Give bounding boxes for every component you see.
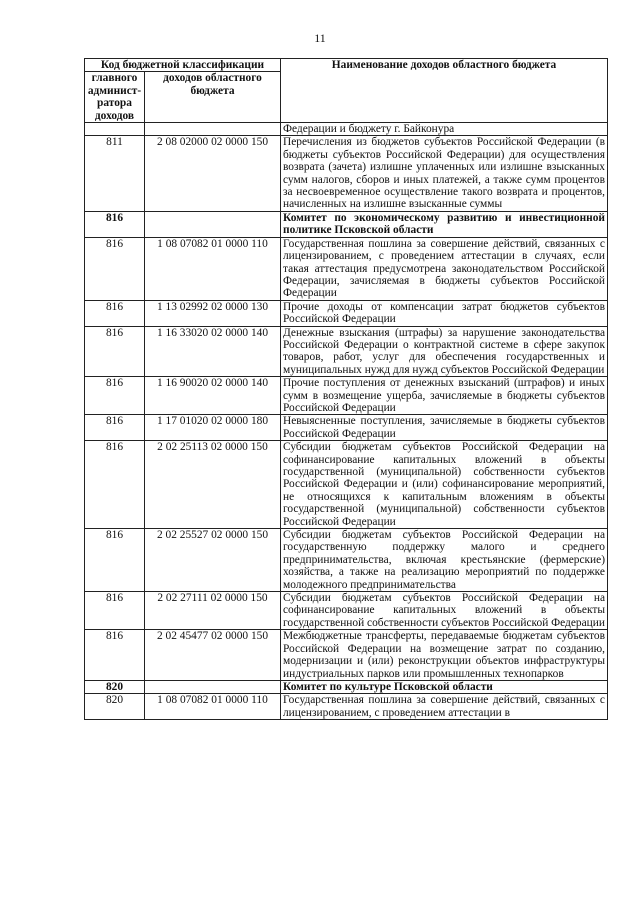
income-name-cell: Межбюджетные трансферты, передаваемые бюджетам субъектов Российской Федерации на возмещение затрат по созданию, модернизации и (или) реконструкции объектов инфраструктуры индустриальных парков или промышленных технопарков <box>281 630 608 681</box>
admin-code-cell: 816 <box>85 592 145 630</box>
income-name-cell: Прочие доходы от компенсации затрат бюджетов субъектов Российской Федерации <box>281 300 608 326</box>
income-code-cell: 1 08 07082 01 0000 110 <box>145 237 281 300</box>
admin-code-cell: 816 <box>85 441 145 529</box>
page-number: 11 <box>314 31 326 45</box>
table-row <box>85 237 608 300</box>
table-row <box>85 529 608 592</box>
admin-code-cell: 811 <box>85 136 145 211</box>
income-name-cell: Субсидии бюджетам субъектов Российской Федерации на софинансирование капитальных вложений в объекты государственной (муниципальной) собственности субъектов Российской Федерации и (или) софинансирование мероприятий, не относящихся к капитальным вложениям в объекты государственной (муниципальной) собственности субъектов Российской Федерации <box>281 441 608 529</box>
income-code-cell: 2 02 25113 02 0000 150 <box>145 441 281 529</box>
income-code-cell: 2 02 25527 02 0000 150 <box>145 529 281 592</box>
income-name-cell: Государственная пошлина за совершение действий, связанных с лицензированием, с проведением аттестации в <box>281 694 608 720</box>
income-code-cell: 2 02 27111 02 0000 150 <box>145 592 281 630</box>
header-name-column: Наименование доходов областного бюджета <box>281 59 608 123</box>
table-header-row <box>85 59 608 72</box>
table-row <box>85 694 608 720</box>
income-name-cell: Субсидии бюджетам субъектов Российской Федерации на софинансирование капитальных вложений в объекты государственной собственности субъектов Российской Федерации <box>281 592 608 630</box>
income-name-cell: Государственная пошлина за совершение действий, связанных с лицензированием, с проведением аттестации в случаях, если такая аттестация предусмотрена законодательством Российской Федерации, зачисляемая в бюджеты субъектов Российской Федерации <box>281 237 608 300</box>
income-name-cell: Перечисления из бюджетов субъектов Российской Федерации (в бюджеты субъектов Российской Федерации) для осуществления возврата (зачета) излишне уплаченных или излишне взысканных сумм налогов, сборов и иных платежей, а также сумм процентов за несвоевременное осуществление такого возврата и процентов, начисленных на излишне взысканные суммы <box>281 136 608 211</box>
table-row <box>85 680 608 693</box>
table-row <box>85 377 608 415</box>
income-code-cell: 1 16 33020 02 0000 140 <box>145 326 281 377</box>
income-name-cell: Субсидии бюджетам субъектов Российской Федерации на государственную поддержку малого и среднего предпринимательства, включая крестьянские (фермерские) хозяйства, а также на реализацию мероприятий по поддержке молодежного предпринимательства <box>281 529 608 592</box>
income-code-cell <box>145 123 281 136</box>
income-name-cell: Прочие поступления от денежных взысканий (штрафов) и иных сумм в возмещение ущерба, зачисляемые в бюджеты субъектов Российской Федерации <box>281 377 608 415</box>
table-row <box>85 211 608 237</box>
table-row <box>85 441 608 529</box>
income-code-cell: 1 17 01020 02 0000 180 <box>145 415 281 441</box>
table-row <box>85 300 608 326</box>
admin-code-cell: 816 <box>85 326 145 377</box>
income-name-cell: Невыясненные поступления, зачисляемые в бюджеты субъектов Российской Федерации <box>281 415 608 441</box>
table-row <box>85 415 608 441</box>
table-row <box>85 326 608 377</box>
table-row <box>85 136 608 211</box>
admin-code-cell: 816 <box>85 300 145 326</box>
income-code-cell: 1 08 07082 01 0000 110 <box>145 694 281 720</box>
admin-code-cell: 816 <box>85 237 145 300</box>
header-admin-column: главного админист-ратора доходов <box>85 72 145 123</box>
income-code-cell <box>145 211 281 237</box>
table-body <box>85 123 608 720</box>
admin-code-cell: 816 <box>85 415 145 441</box>
income-name-cell: Комитет по культуре Псковской области <box>281 680 608 693</box>
income-code-cell: 2 08 02000 02 0000 150 <box>145 136 281 211</box>
admin-code-cell: 816 <box>85 377 145 415</box>
income-name-cell: Федерации и бюджету г. Байконура <box>281 123 608 136</box>
income-name-cell: Денежные взыскания (штрафы) за нарушение законодательства Российской Федерации о контрактной системе в сфере закупок товаров, работ, услуг для обеспечения государственных и муниципальных нужд для нужд субъектов Российской Федерации <box>281 326 608 377</box>
income-code-cell: 1 16 90020 02 0000 140 <box>145 377 281 415</box>
income-code-cell <box>145 680 281 693</box>
admin-code-cell: 820 <box>85 680 145 693</box>
table-row <box>85 592 608 630</box>
budget-classification-table <box>84 58 608 720</box>
admin-code-cell: 820 <box>85 694 145 720</box>
admin-code-cell: 816 <box>85 630 145 681</box>
table-row <box>85 123 608 136</box>
admin-code-cell: 816 <box>85 529 145 592</box>
admin-code-cell: 816 <box>85 211 145 237</box>
income-name-cell: Комитет по экономическому развитию и инвестиционной политике Псковской области <box>281 211 608 237</box>
header-group-title: Код бюджетной классификации <box>85 59 281 72</box>
table-row <box>85 630 608 681</box>
header-income-column: доходов областного бюджета <box>145 72 281 123</box>
admin-code-cell <box>85 123 145 136</box>
income-code-cell: 1 13 02992 02 0000 130 <box>145 300 281 326</box>
income-code-cell: 2 02 45477 02 0000 150 <box>145 630 281 681</box>
